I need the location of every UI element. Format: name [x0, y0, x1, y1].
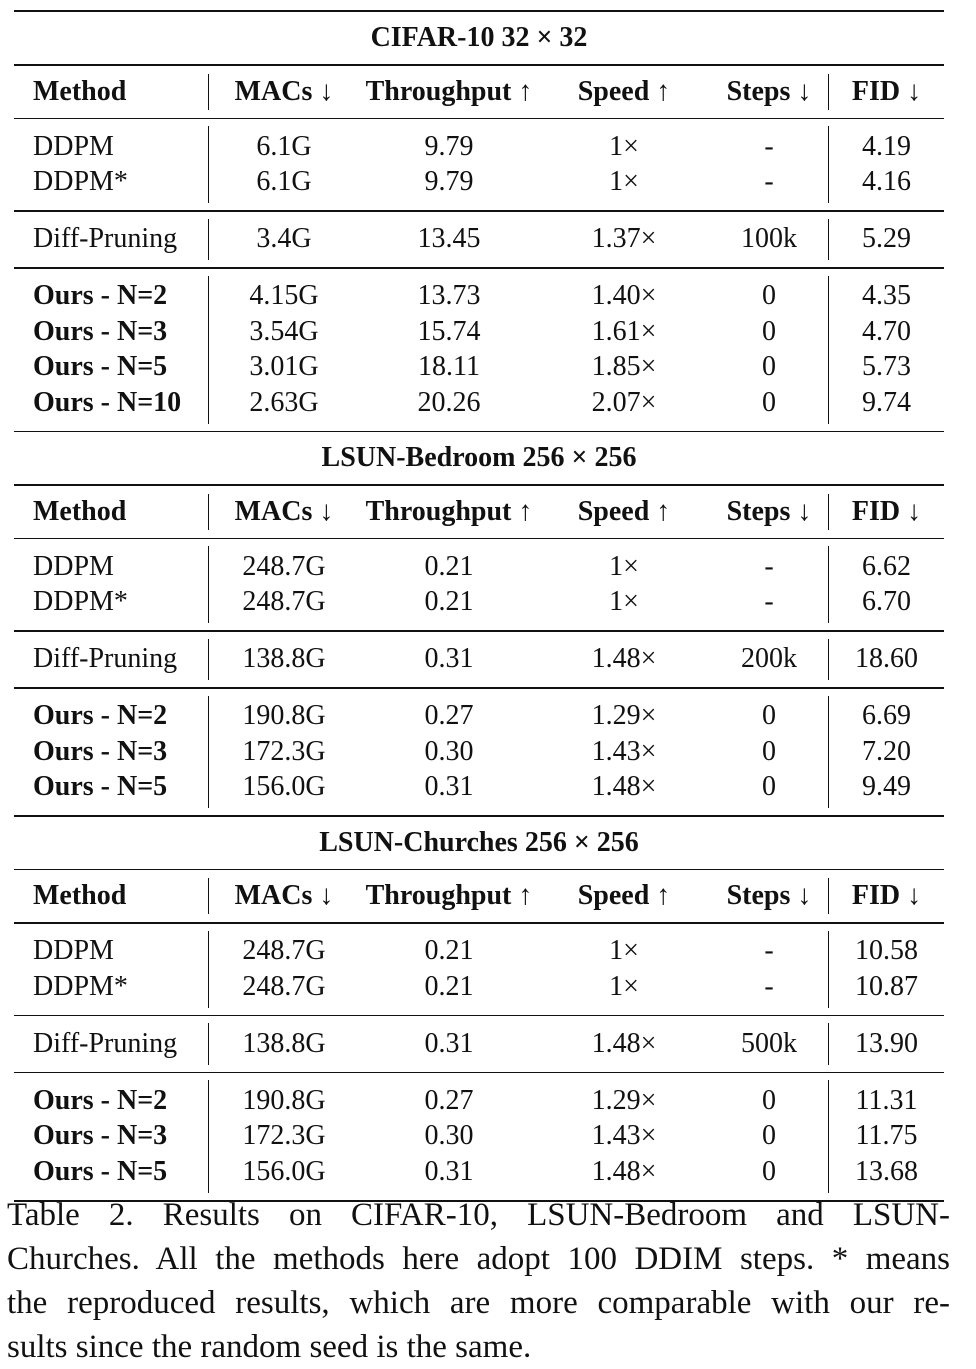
- col-header-speed: Speed ↑: [577, 495, 671, 527]
- col-header-throughput: Throughput ↑: [365, 75, 533, 107]
- speed-cell: 1.29×: [591, 1084, 657, 1116]
- macs-cell: 248.7G: [242, 935, 326, 967]
- table-row: [14, 770, 944, 806]
- speed-cell: 1.48×: [591, 771, 657, 803]
- col-header-speed: Speed ↑: [577, 75, 671, 107]
- row-group: [14, 269, 944, 431]
- method-cell: DDPM: [14, 129, 209, 165]
- speed-cell: 1.43×: [591, 735, 657, 767]
- header-row: [14, 870, 944, 922]
- table-row: [14, 699, 944, 735]
- throughput-cell: 0.27: [424, 700, 474, 732]
- col-header-fid: FID ↓: [851, 75, 922, 107]
- table-row: [14, 1119, 944, 1155]
- throughput-cell: 13.73: [417, 280, 481, 312]
- throughput-cell: 18.11: [418, 351, 480, 383]
- table-row: [14, 314, 944, 350]
- macs-cell: 6.1G: [256, 166, 312, 198]
- fid-cell: 4.70: [862, 315, 911, 347]
- speed-cell: 1.48×: [591, 1155, 657, 1187]
- throughput-cell: 0.21: [424, 550, 474, 582]
- fid-cell: 5.73: [862, 351, 911, 383]
- fid-cell: 11.31: [855, 1084, 918, 1116]
- steps-cell: 0: [709, 314, 829, 350]
- macs-cell: 248.7G: [242, 970, 326, 1002]
- method-cell: Diff-Pruning: [14, 1026, 209, 1062]
- method-cell: Diff-Pruning: [14, 642, 209, 678]
- steps-cell: -: [709, 129, 829, 165]
- fid-cell: 10.58: [855, 935, 918, 967]
- throughput-cell: 9.79: [424, 130, 474, 162]
- macs-cell: 190.8G: [242, 700, 326, 732]
- header-row: [14, 66, 944, 118]
- row-group: [14, 632, 944, 688]
- method-cell: DDPM: [14, 934, 209, 970]
- row-group: [14, 212, 944, 268]
- section-title: LSUN-Bedroom 256 × 256: [321, 442, 637, 473]
- speed-cell: 1.43×: [591, 1120, 657, 1152]
- throughput-cell: 0.21: [424, 586, 474, 618]
- method-cell: Ours - N=5: [14, 1154, 209, 1190]
- speed-cell: 1.61×: [591, 315, 657, 347]
- throughput-cell: 0.27: [424, 1084, 474, 1116]
- section-title: LSUN-Churches 256 × 256: [319, 826, 639, 858]
- col-header-steps: Steps ↓: [709, 66, 829, 118]
- col-header-macs: MACs ↓: [234, 880, 334, 911]
- method-cell: DDPM*: [14, 585, 209, 621]
- table-row: [14, 279, 944, 315]
- steps-cell: -: [709, 934, 829, 970]
- method-cell: Ours - N=10: [14, 385, 209, 421]
- col-header-steps: Steps ↓: [709, 486, 829, 538]
- speed-cell: 1×: [609, 935, 639, 967]
- method-cell: DDPM*: [14, 969, 209, 1005]
- steps-cell: -: [709, 969, 829, 1005]
- col-header-throughput: Throughput ↑: [365, 880, 533, 911]
- table-row: [14, 385, 944, 421]
- col-header-fid: FID ↓: [851, 880, 922, 911]
- steps-cell: -: [709, 585, 829, 621]
- steps-cell: 0: [709, 279, 829, 315]
- throughput-cell: 9.79: [424, 166, 474, 198]
- macs-cell: 248.7G: [242, 550, 326, 582]
- table-row: [14, 222, 944, 258]
- fid-cell: 4.16: [862, 166, 911, 198]
- steps-cell: 0: [709, 699, 829, 735]
- throughput-cell: 0.30: [424, 1120, 474, 1152]
- col-header-method: Method: [14, 870, 209, 922]
- steps-cell: 0: [709, 350, 829, 386]
- throughput-cell: 0.31: [424, 1027, 474, 1059]
- table-row: [14, 1026, 944, 1062]
- row-group: [14, 1073, 944, 1200]
- throughput-cell: 0.31: [424, 643, 474, 675]
- fid-cell: 6.70: [862, 586, 911, 618]
- method-cell: Diff-Pruning: [14, 222, 209, 258]
- fid-cell: 18.60: [855, 643, 918, 675]
- col-header-speed: Speed ↑: [577, 880, 671, 911]
- fid-cell: 4.35: [862, 280, 911, 312]
- steps-cell: 0: [709, 734, 829, 770]
- fid-cell: 9.74: [862, 386, 911, 418]
- col-header-fid: FID ↓: [851, 495, 922, 527]
- steps-cell: 200k: [709, 642, 829, 678]
- fid-cell: 6.69: [862, 700, 911, 732]
- throughput-cell: 0.31: [424, 771, 474, 803]
- macs-cell: 3.54G: [249, 315, 319, 347]
- speed-cell: 1×: [609, 550, 639, 582]
- macs-cell: 190.8G: [242, 1084, 326, 1116]
- macs-cell: 172.3G: [242, 1120, 326, 1152]
- fid-cell: 10.87: [855, 970, 918, 1002]
- col-header-macs: MACs ↓: [234, 75, 334, 107]
- speed-cell: 2.07×: [591, 386, 657, 418]
- caption-line: Table 2. Results on CIFAR-10, LSUN-Bedroom and LSUN-: [7, 1197, 950, 1233]
- fid-cell: 5.29: [862, 223, 911, 255]
- col-header-method: Method: [14, 486, 209, 538]
- table-row: [14, 734, 944, 770]
- macs-cell: 4.15G: [249, 280, 319, 312]
- macs-cell: 3.4G: [256, 223, 312, 255]
- steps-cell: 0: [709, 1119, 829, 1155]
- method-cell: Ours - N=2: [14, 1083, 209, 1119]
- steps-cell: 0: [709, 1154, 829, 1190]
- fid-cell: 9.49: [862, 771, 911, 803]
- throughput-cell: 0.21: [424, 970, 474, 1002]
- table-row: [14, 642, 944, 678]
- throughput-cell: 20.26: [417, 386, 481, 418]
- method-cell: Ours - N=2: [14, 279, 209, 315]
- speed-cell: 1×: [609, 130, 639, 162]
- speed-cell: 1.29×: [591, 700, 657, 732]
- macs-cell: 138.8G: [242, 643, 326, 675]
- speed-cell: 1.37×: [591, 223, 657, 255]
- throughput-cell: 13.45: [417, 223, 481, 255]
- table-row: [14, 549, 944, 585]
- macs-cell: 3.01G: [249, 351, 319, 383]
- header-row: [14, 486, 944, 538]
- table-caption: [7, 1193, 950, 1369]
- method-cell: Ours - N=3: [14, 1119, 209, 1155]
- fid-cell: 4.19: [862, 130, 911, 162]
- speed-cell: 1.48×: [591, 1027, 657, 1059]
- method-cell: Ours - N=3: [14, 734, 209, 770]
- steps-cell: 0: [709, 770, 829, 806]
- fid-cell: 6.62: [862, 550, 911, 582]
- table-row: [14, 1154, 944, 1190]
- row-group: [14, 119, 944, 210]
- method-cell: DDPM*: [14, 165, 209, 201]
- steps-cell: -: [709, 549, 829, 585]
- table-row: [14, 934, 944, 970]
- steps-cell: 0: [709, 1083, 829, 1119]
- method-cell: Ours - N=5: [14, 350, 209, 386]
- method-cell: Ours - N=2: [14, 699, 209, 735]
- section-title: CIFAR-10 32 × 32: [370, 22, 588, 53]
- throughput-cell: 0.21: [424, 935, 474, 967]
- caption-line: sults since the random seed is the same.: [7, 1329, 532, 1365]
- speed-cell: 1×: [609, 586, 639, 618]
- row-group: [14, 689, 944, 816]
- steps-cell: 500k: [709, 1026, 829, 1062]
- caption-line: Churches. All the methods here adopt 100 DDIM steps. * means: [7, 1241, 950, 1277]
- macs-cell: 248.7G: [242, 586, 326, 618]
- method-cell: Ours - N=3: [14, 314, 209, 350]
- table-row: [14, 585, 944, 621]
- row-group: [14, 539, 944, 630]
- macs-cell: 156.0G: [242, 1155, 326, 1187]
- table-row: [14, 350, 944, 386]
- col-header-macs: MACs ↓: [234, 495, 334, 527]
- fid-cell: 13.90: [855, 1027, 918, 1059]
- method-cell: Ours - N=5: [14, 770, 209, 806]
- speed-cell: 1×: [609, 166, 639, 198]
- speed-cell: 1.85×: [591, 351, 657, 383]
- steps-cell: 100k: [709, 222, 829, 258]
- table-row: [14, 129, 944, 165]
- row-group: [14, 1016, 944, 1072]
- col-header-steps: Steps ↓: [709, 870, 829, 922]
- method-cell: DDPM: [14, 549, 209, 585]
- macs-cell: 6.1G: [256, 130, 312, 162]
- col-header-method: Method: [14, 66, 209, 118]
- speed-cell: 1.40×: [591, 280, 657, 312]
- macs-cell: 156.0G: [242, 771, 326, 803]
- table-row: [14, 969, 944, 1005]
- col-header-throughput: Throughput ↑: [365, 495, 533, 527]
- row-group: [14, 924, 944, 1015]
- throughput-cell: 15.74: [417, 315, 481, 347]
- fid-cell: 13.68: [855, 1155, 918, 1187]
- speed-cell: 1×: [609, 970, 639, 1002]
- macs-cell: 138.8G: [242, 1027, 326, 1059]
- fid-cell: 11.75: [855, 1120, 918, 1152]
- macs-cell: 2.63G: [249, 386, 319, 418]
- caption-line: the reproduced results, which are more comparable with our re-: [7, 1285, 950, 1321]
- steps-cell: 0: [709, 385, 829, 421]
- table-row: [14, 165, 944, 201]
- macs-cell: 172.3G: [242, 735, 326, 767]
- steps-cell: -: [709, 165, 829, 201]
- fid-cell: 7.20: [862, 735, 911, 767]
- throughput-cell: 0.30: [424, 735, 474, 767]
- table-row: [14, 1083, 944, 1119]
- results-table: [14, 10, 944, 1202]
- speed-cell: 1.48×: [591, 643, 657, 675]
- throughput-cell: 0.31: [424, 1155, 474, 1187]
